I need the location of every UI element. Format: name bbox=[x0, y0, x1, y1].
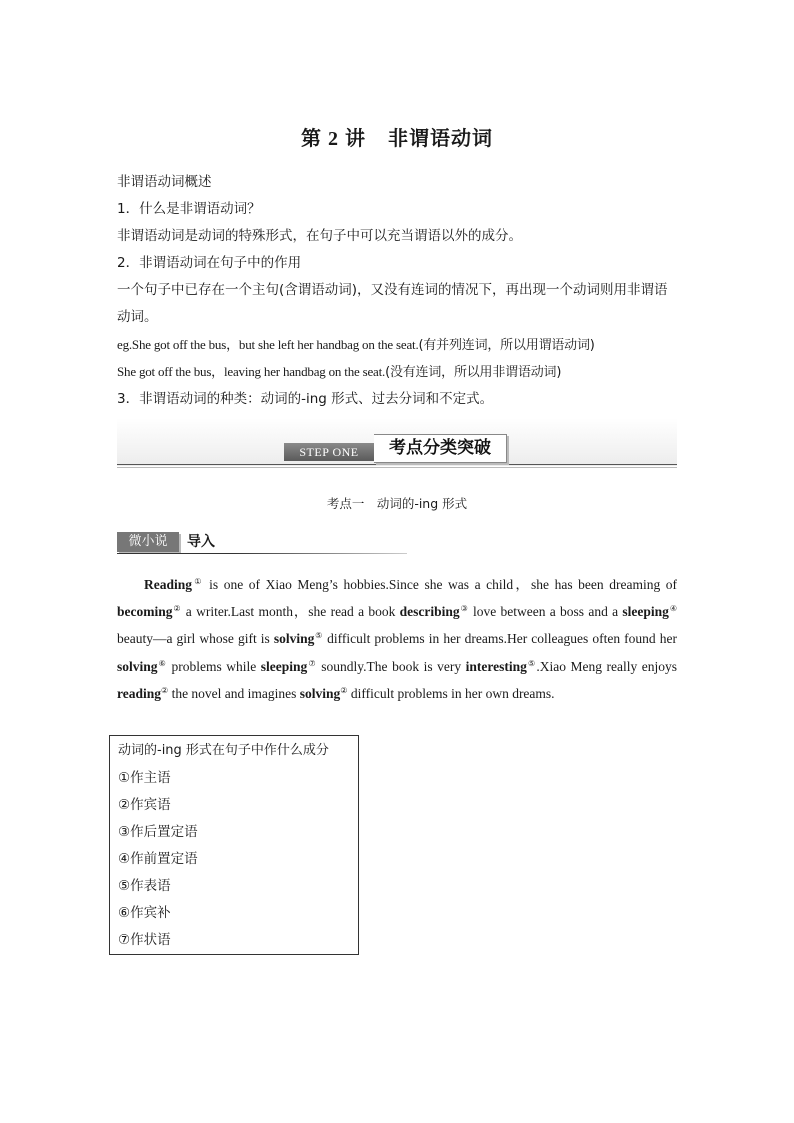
function-summary-box bbox=[109, 735, 359, 955]
box-item: ③作后置定语 bbox=[118, 824, 198, 840]
story-keyword: sleeping bbox=[622, 604, 669, 620]
answer-1: 非谓语动词是动词的特殊形式，在句子中可以充当谓语以外的成分。 bbox=[117, 228, 522, 244]
story-marker: ⑦ bbox=[307, 658, 317, 668]
story-marker: ② bbox=[161, 685, 169, 695]
example-2-note: (没有连词，所以用非谓语动词) bbox=[385, 365, 562, 380]
example-1 bbox=[117, 336, 595, 355]
intro-underline bbox=[117, 553, 407, 554]
story-marker: ② bbox=[340, 685, 348, 695]
answer-2: 一个句子中已存在一个主句(含谓语动词)，又没有连词的情况下，再出现一个动词则用非谓语动词。 bbox=[117, 282, 668, 325]
banner-divider-light bbox=[117, 467, 677, 468]
lesson-number: 第 2 讲 bbox=[301, 128, 366, 150]
question-3: 3．非谓语动词的种类：动词的-ing 形式、过去分词和不定式。 bbox=[117, 391, 494, 407]
lesson-title: 非谓语动词 bbox=[388, 126, 493, 150]
page-title bbox=[0, 122, 794, 151]
story-keyword: sleeping bbox=[260, 658, 308, 674]
box-item: ①作主语 bbox=[118, 770, 171, 786]
question-1: 1．什么是非谓语动词？ bbox=[117, 201, 261, 217]
story-keyword: interesting bbox=[465, 658, 527, 674]
story-keyword: solving bbox=[117, 658, 158, 674]
question-2: 2．非谓语动词在句子中的作用 bbox=[117, 255, 302, 271]
story-keyword: describing bbox=[399, 604, 460, 620]
story-paragraph: Reading① is one of Xiao Meng’s hobbies.Since she was a child，she has been dreaming of becoming② a writer.Last month，she read a book describing③ love between a boss and a sleeping④ beauty—a girl whose gift is solving⑤ difficult problems in her dreams.Her colleagues often found her solving⑥ problems while sleeping⑦ soundly.The book is very interesting⑤.Xiao Meng really enjoys reading② the novel and imagines solving② difficult problems in her own dreams. bbox=[117, 577, 678, 701]
intro-tag: 微小说 bbox=[117, 532, 179, 552]
box-item: ④作前置定语 bbox=[118, 851, 198, 867]
step-one-banner bbox=[117, 418, 677, 488]
example-1-note: (有并列连词，所以用谓语动词) bbox=[418, 338, 595, 353]
example-2 bbox=[117, 363, 561, 382]
story-keyword: reading bbox=[117, 685, 162, 701]
story-keyword: solving bbox=[299, 685, 341, 701]
box-item: ②作宾语 bbox=[118, 797, 171, 813]
box-item: ⑤作表语 bbox=[118, 878, 171, 894]
example-1-english: eg.She got off the bus，but she left her handbag on the seat. bbox=[117, 337, 419, 352]
box-heading: 动词的-ing 形式在句子中作什么成分 bbox=[118, 743, 329, 758]
intro-label: 导入 bbox=[187, 534, 215, 550]
story-marker: ④ bbox=[668, 604, 678, 614]
banner-step-tag: STEP ONE bbox=[284, 443, 374, 461]
story-marker: ⑤ bbox=[314, 631, 323, 641]
story-marker: ⑥ bbox=[157, 658, 167, 668]
story-keyword: solving bbox=[273, 631, 315, 647]
banner-divider bbox=[117, 464, 677, 465]
story-marker: ⑤ bbox=[526, 658, 537, 668]
box-item: ⑦作状语 bbox=[118, 932, 171, 948]
story-keyword: Reading bbox=[144, 577, 193, 592]
example-2-english: She got off the bus，leaving her handbag on the seat. bbox=[117, 364, 386, 379]
banner-label: 考点分类突破 bbox=[374, 434, 507, 463]
story-marker: ② bbox=[172, 604, 182, 614]
section-subheading: 考点一 动词的-ing 形式 bbox=[326, 496, 468, 511]
box-item: ⑥作宾补 bbox=[118, 905, 171, 921]
story-marker: ③ bbox=[459, 604, 469, 614]
story-marker: ① bbox=[192, 577, 204, 586]
story-keyword: becoming bbox=[117, 604, 173, 620]
overview-heading: 非谓语动词概述 bbox=[117, 174, 212, 190]
